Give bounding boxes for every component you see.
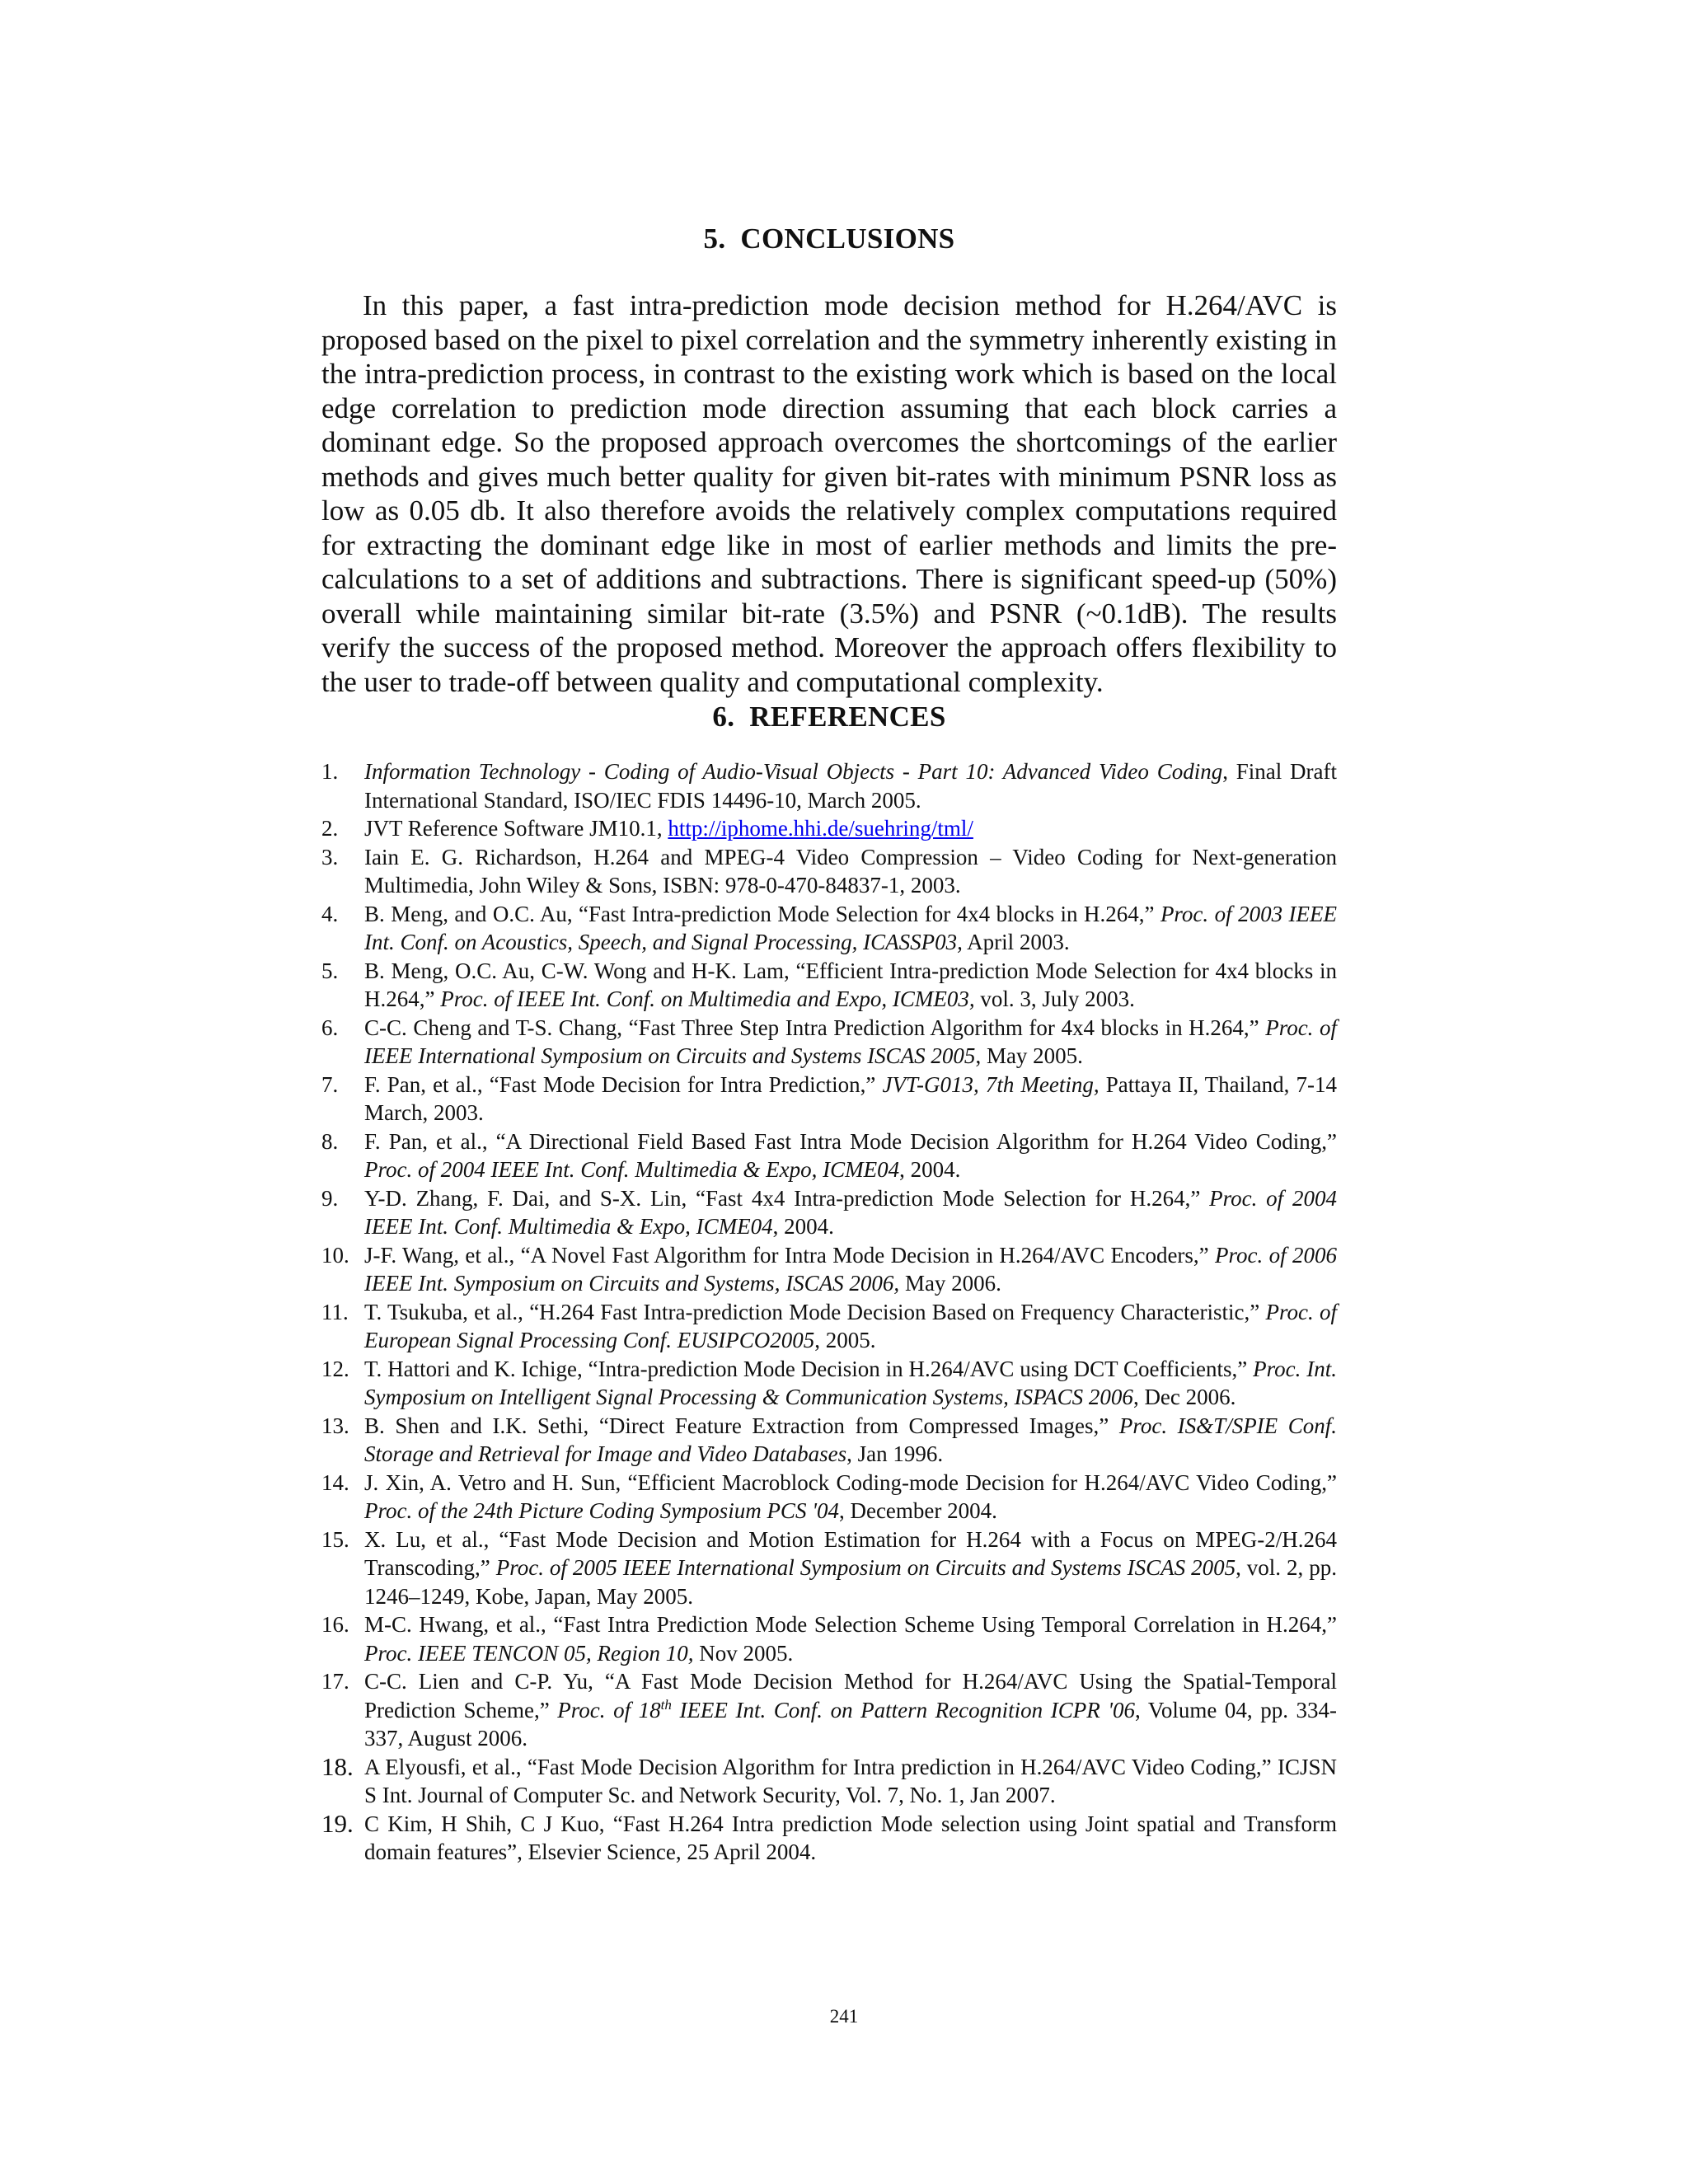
reference-italic-text: Proc. of the 24th Picture Coding Symposium PCS '04 bbox=[364, 1498, 839, 1523]
reference-italic-text: Proc. of 2005 IEEE International Symposium on Circuits and Systems ISCAS 2005 bbox=[495, 1555, 1236, 1580]
reference-number: 3. bbox=[321, 844, 339, 869]
reference-item bbox=[321, 1753, 1337, 1810]
reference-item bbox=[321, 900, 1337, 957]
reference-item bbox=[321, 843, 1337, 900]
reference-item bbox=[321, 1071, 1337, 1127]
reference-number: 9. bbox=[321, 1185, 339, 1211]
reference-item bbox=[321, 1810, 1337, 1867]
reference-list bbox=[321, 757, 1337, 1867]
reference-text: M-C. Hwang, et al., “Fast Intra Prediction Mode Selection Scheme Using Temporal Correlation in H.264,” bbox=[364, 1612, 1337, 1637]
reference-text: X. Lu, et al., “Fast Mode Decision and Motion Estimation for H.264 with a Focus on MPEG-2/H.264 Transcoding,” bbox=[364, 1526, 1337, 1580]
reference-text: Nov 2005. bbox=[693, 1640, 794, 1666]
reference-item bbox=[321, 1667, 1337, 1753]
reference-italic-text: Proc. of 18 bbox=[557, 1697, 661, 1722]
reference-number: 4. bbox=[321, 901, 339, 926]
reference-text: , 2004. bbox=[772, 1214, 834, 1239]
reference-text: J. Xin, A. Vetro and H. Sun, “Efficient Macroblock Coding-mode Decision for H.264/AVC Video Coding,” bbox=[364, 1469, 1337, 1495]
reference-italic-text: Information Technology - Coding of Audio-Visual Objects - Part 10: Advanced Video Coding bbox=[364, 759, 1223, 784]
reference-text: J-F. Wang, et al., “A Novel Fast Algorithm for Intra Mode Decision in H.264/AVC Encoders,” bbox=[364, 1242, 1216, 1268]
reference-text: T. Hattori and K. Ichige, “Intra-prediction Mode Decision in H.264/AVC using DCT Coefficients,” bbox=[364, 1356, 1254, 1381]
reference-text: B. Meng, O.C. Au, C-W. Wong and H-K. Lam, “Efficient Intra-prediction Mode Selection for 4x4 blocks in H.264,” bbox=[364, 958, 1337, 1011]
reference-item bbox=[321, 757, 1337, 814]
reference-text: C-C. Cheng and T-S. Chang, “Fast Three Step Intra Prediction Algorithm for 4x4 blocks in H.264,” bbox=[364, 1015, 1266, 1040]
reference-text: , December 2004. bbox=[838, 1498, 997, 1523]
reference-item bbox=[321, 1526, 1337, 1611]
reference-link[interactable]: http://iphome.hhi.de/suehring/tml/ bbox=[668, 816, 973, 841]
reference-italic-text: Proc. of European Signal Processing Conf. EUSIPCO2005 bbox=[364, 1299, 1338, 1352]
page-number: 241 bbox=[829, 2006, 859, 2027]
reference-italic-text: Proc. IEEE TENCON 05, Region 10, bbox=[364, 1640, 694, 1666]
reference-number: 1. bbox=[321, 759, 339, 784]
reference-text: A Elyousfi, et al., “Fast Mode Decision Algorithm for Intra prediction in H.264/AVC Video Coding,” ICJSN S Int. Journal of Computer Sc. and Network Security, Vol. 7, No. 1, Jan 2007. bbox=[364, 1754, 1337, 1807]
reference-text: vol. 3, July 2003. bbox=[974, 987, 1135, 1011]
reference-italic-text: Proc. of 2004 IEEE Int. Conf. Multimedia & Expo, ICME04 bbox=[364, 1157, 900, 1182]
reference-number: 6. bbox=[321, 1015, 339, 1040]
reference-number: 10. bbox=[321, 1242, 349, 1268]
reference-number: 2. bbox=[321, 816, 339, 841]
reference-item bbox=[321, 1184, 1337, 1241]
reference-item bbox=[321, 1014, 1337, 1071]
reference-text: C-C. Lien and C-P. Yu, “A Fast Mode Decision Method for H.264/AVC Using the Spatial-Temporal Prediction Scheme,” bbox=[364, 1669, 1337, 1722]
reference-superscript: th bbox=[660, 1696, 672, 1713]
reference-text: Y-D. Zhang, F. Dai, and S-X. Lin, “Fast 4x4 Intra-prediction Mode Selection for H.264,” bbox=[364, 1185, 1210, 1211]
reference-number: 5. bbox=[321, 958, 339, 983]
reference-text: , 2004. bbox=[899, 1157, 961, 1182]
references-heading-title: REFERENCES bbox=[749, 701, 946, 733]
reference-text: April 2003. bbox=[962, 930, 1070, 954]
reference-italic-text: Proc. of IEEE International Symposium on Circuits and Systems ISCAS 2005 bbox=[364, 1015, 1338, 1068]
reference-item bbox=[321, 1241, 1337, 1298]
reference-item bbox=[321, 957, 1337, 1014]
reference-number: 7. bbox=[321, 1071, 339, 1097]
reference-number: 19. bbox=[321, 1808, 354, 1838]
references-section bbox=[321, 699, 1337, 1867]
reference-italic-text: Proc. of 2003 IEEE Int. Conf. on Acoustics, Speech, and Signal Processing, ICASSP03, bbox=[364, 901, 1337, 954]
reference-italic-text: Proc. of 2004 IEEE Int. Conf. Multimedia & Expo, ICME04 bbox=[364, 1185, 1337, 1239]
reference-number: 17. bbox=[321, 1669, 349, 1694]
reference-text: May 2006. bbox=[899, 1271, 1001, 1296]
reference-italic-text: Proc. IS&T/SPIE Conf. Storage and Retrieval for Image and Video Databases bbox=[364, 1413, 1338, 1466]
reference-number: 11. bbox=[321, 1299, 349, 1324]
references-heading-number: 6. bbox=[712, 701, 735, 733]
reference-italic-text: Proc. of 2006 IEEE Int. Symposium on Circuits and Systems, ISCAS 2006, bbox=[364, 1242, 1337, 1296]
reference-item bbox=[321, 1469, 1337, 1526]
reference-text: B. Meng, and O.C. Au, “Fast Intra-prediction Mode Selection for 4x4 blocks in H.264,” bbox=[364, 901, 1160, 926]
reference-text: , May 2005. bbox=[975, 1043, 1083, 1068]
reference-text: , Dec 2006. bbox=[1132, 1385, 1236, 1409]
conclusions-section bbox=[321, 221, 1337, 699]
reference-item bbox=[321, 1355, 1337, 1412]
reference-text: Pattaya II, Thailand, 7-14 March, 2003. bbox=[364, 1071, 1337, 1125]
reference-number: 18. bbox=[321, 1751, 354, 1781]
reference-number: 15. bbox=[321, 1526, 349, 1552]
reference-item bbox=[321, 1412, 1337, 1469]
reference-italic-text: Proc. Int. Symposium on Intelligent Signal Processing & Communication Systems, ISPACS 2006 bbox=[364, 1356, 1337, 1409]
reference-text: B. Shen and I.K. Sethi, “Direct Feature Extraction from Compressed Images,” bbox=[364, 1413, 1119, 1438]
reference-italic-text: IEEE Int. Conf. on Pattern Recognition ICPR '06 bbox=[671, 1697, 1136, 1722]
reference-item bbox=[321, 1127, 1337, 1184]
reference-text: F. Pan, et al., “A Directional Field Based Fast Intra Mode Decision Algorithm for H.264 Video Coding,” bbox=[364, 1128, 1337, 1154]
reference-italic-text: JVT-G013, 7th Meeting, bbox=[882, 1071, 1100, 1097]
reference-number: 12. bbox=[321, 1356, 349, 1381]
conclusions-heading bbox=[321, 221, 1337, 257]
reference-item bbox=[321, 1298, 1337, 1355]
reference-text: JVT Reference Software JM10.1, bbox=[364, 816, 668, 841]
reference-number: 16. bbox=[321, 1612, 349, 1637]
reference-italic-text: Proc. of IEEE Int. Conf. on Multimedia and Expo, ICME03, bbox=[440, 987, 975, 1011]
page-content bbox=[321, 221, 1337, 1867]
reference-text: C Kim, H Shih, C J Kuo, “Fast H.264 Intra prediction Mode selection using Joint spatial and Transform domain features”, Elsevier Science, 25 April 2004. bbox=[364, 1811, 1337, 1864]
reference-text: , 2005. bbox=[814, 1328, 876, 1352]
reference-number: 13. bbox=[321, 1413, 349, 1438]
reference-text: T. Tsukuba, et al., “H.264 Fast Intra-prediction Mode Decision Based on Frequency Characteristic,” bbox=[364, 1299, 1266, 1324]
reference-text: , Volume 04, pp. 334-337, August 2006. bbox=[364, 1697, 1338, 1750]
conclusions-paragraph: In this paper, a fast intra-prediction mode decision method for H.264/AVC is proposed based on the pixel to pixel correlation and the symmetry inherently existing in the intra-prediction process, in contrast to the existing work which is based on the local edge correlation to prediction mode direction assuming that each block carries a dominant edge. So the proposed approach overcomes the shortcomings of the earlier methods and gives much better quality for given bit-rates with minimum PSNR loss as low as 0.05 db. It also therefore avoids the relatively complex computations required for extracting the dominant edge like in most of earlier methods and limits the pre-calculations to a set of additions and subtractions. There is significant speed-up (50%) overall while maintaining similar bit-rate (3.5%) and PSNR (~0.1dB). The results verify the success of the proposed method. Moreover the approach offers flexibility to the user to trade-off between quality and computational complexity. bbox=[321, 289, 1337, 698]
reference-text: , vol. 2, pp. 1246–1249, Kobe, Japan, May 2005. bbox=[364, 1555, 1337, 1609]
reference-text: F. Pan, et al., “Fast Mode Decision for Intra Prediction,” bbox=[364, 1071, 883, 1097]
conclusions-heading-number: 5. bbox=[703, 223, 726, 255]
reference-number: 14. bbox=[321, 1469, 349, 1495]
reference-text: , Jan 1996. bbox=[846, 1441, 944, 1466]
reference-number: 8. bbox=[321, 1128, 339, 1154]
reference-text: Iain E. G. Richardson, H.264 and MPEG-4 Video Compression – Video Coding for Next-generation Multimedia, John Wiley & Sons, ISBN: 978-0-470-84837-1, 2003. bbox=[364, 844, 1337, 898]
references-heading bbox=[321, 699, 1337, 735]
conclusions-heading-title: CONCLUSIONS bbox=[740, 223, 955, 255]
reference-item bbox=[321, 814, 1337, 843]
reference-item bbox=[321, 1610, 1337, 1667]
reference-text: , Final Draft International Standard, ISO/IEC FDIS 14496-10, March 2005. bbox=[364, 759, 1337, 813]
